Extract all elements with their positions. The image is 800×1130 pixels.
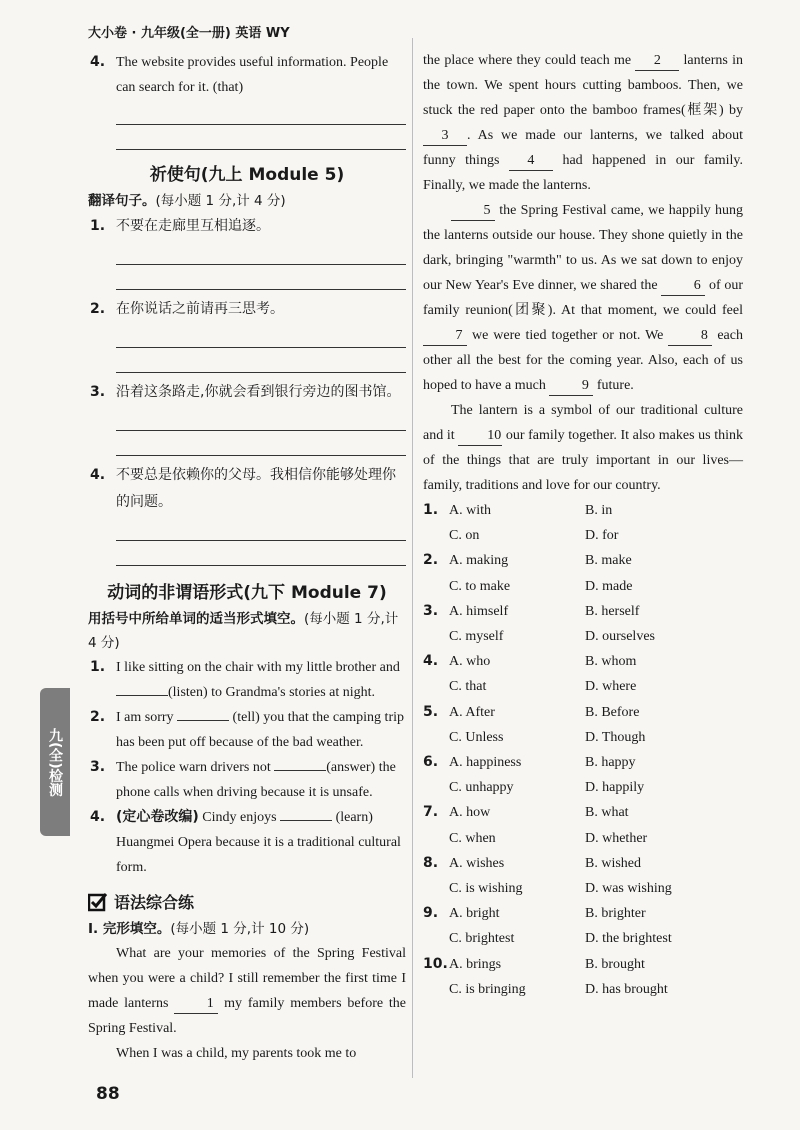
column-divider: [412, 38, 413, 1078]
option-number: 2.: [423, 552, 439, 569]
question-text: 不要总是依赖你的父母。我相信你能够处理你的问题。: [116, 467, 396, 510]
option-b[interactable]: B. herself: [585, 603, 640, 619]
side-tab: 九(全)检测: [40, 688, 70, 836]
page-number: 88: [96, 1084, 120, 1104]
question-text: The police warn drivers not: [116, 760, 271, 775]
option-c[interactable]: C. on: [449, 528, 480, 544]
question-number: 4.: [90, 467, 106, 483]
checkbox-check-icon: [88, 892, 108, 912]
answer-line[interactable]: [116, 431, 406, 456]
option-c[interactable]: C. when: [449, 830, 496, 846]
option-row: [423, 599, 743, 624]
question-text: I am sorry: [116, 710, 174, 725]
instruction-score: (每小题 1 分,计 4 分): [155, 193, 286, 209]
practice-title: [88, 890, 406, 913]
question-text: 在你说话之前请再三思考。: [116, 301, 284, 317]
section-title-imperative: 祈使句(九上 Module 5): [149, 165, 345, 185]
option-row: [423, 851, 743, 876]
option-row: [423, 901, 743, 926]
section-title-nonfinite: 动词的非谓语形式(九下 Module 7): [107, 583, 387, 603]
fill-blank[interactable]: [274, 770, 326, 771]
option-b[interactable]: B. happy: [585, 755, 636, 771]
options-list: [423, 498, 743, 1002]
option-row: [423, 548, 743, 573]
option-d[interactable]: D. Though: [585, 729, 646, 745]
option-c[interactable]: C. Unless: [449, 729, 504, 745]
question-text: 沿着这条路走,你就会看到银行旁边的图书馆。: [116, 384, 401, 400]
cloze-paragraph: [423, 48, 743, 198]
cloze-blank[interactable]: 6: [661, 277, 705, 296]
answer-line[interactable]: [116, 541, 406, 566]
passage-text: future.: [596, 378, 634, 393]
answer-line[interactable]: [116, 100, 406, 125]
option-a[interactable]: A. happiness: [449, 755, 522, 771]
option-d[interactable]: D. has brought: [585, 981, 668, 997]
question-number: 4.: [90, 809, 106, 825]
passage-text: . As we made our lanterns, we talked about funny things: [423, 128, 743, 168]
option-b[interactable]: B. what: [585, 805, 629, 821]
option-number-spacer: [423, 523, 447, 548]
option-row: [423, 926, 743, 951]
option-row: [423, 725, 743, 750]
cloze-blank[interactable]: 4: [509, 152, 553, 171]
option-number: 4.: [423, 653, 439, 670]
option-row: [423, 700, 743, 725]
fill-blank[interactable]: [280, 820, 332, 821]
translate-question-2: [88, 296, 406, 323]
option-row: [423, 624, 743, 649]
option-c[interactable]: C. myself: [449, 629, 504, 645]
option-d[interactable]: D. ourselves: [585, 629, 655, 645]
cloze-paragraph: [88, 1041, 406, 1066]
option-c[interactable]: C. brightest: [449, 931, 515, 947]
question-text: I like sitting on the chair with my little brother and: [116, 660, 400, 675]
option-b[interactable]: B. Before: [585, 704, 640, 720]
cloze-paragraph: [423, 398, 743, 498]
instruction-bold: 翻译句子。: [88, 193, 156, 209]
question-text: (answer) the phone calls when driving because it is unsafe.: [116, 760, 396, 800]
passage-text: the Spring Festival came, we happily hung the lanterns outside our house. They shone quietly in the dark, bringing "warmth" to us. As we sat down to enjoy our New Year's Eve dinner, we shared the: [423, 203, 744, 293]
passage-text: each other all the best for the coming year. Also, each of us hoped to have a much: [423, 328, 743, 393]
fill-question-4: [88, 805, 406, 880]
rewrite-question-4: [88, 50, 406, 100]
option-number-spacer: [423, 674, 447, 699]
translate-question-3: [88, 379, 406, 406]
option-number: 3.: [423, 602, 439, 619]
question-number: 1.: [90, 659, 106, 675]
answer-line[interactable]: [116, 240, 406, 265]
option-number-spacer: [423, 826, 447, 851]
option-c[interactable]: C. is wishing: [449, 881, 523, 897]
option-d[interactable]: D. the brightest: [585, 931, 672, 947]
option-b[interactable]: B. brighter: [585, 906, 646, 922]
option-number: 5.: [423, 703, 439, 720]
instruction-bold: Ⅰ. 完形填空。: [88, 921, 171, 937]
option-number: 1.: [423, 502, 439, 518]
question-number: 2.: [90, 709, 106, 725]
question-text: 不要在走廊里互相追逐。: [116, 218, 270, 234]
option-number-spacer: [423, 876, 447, 901]
cloze-blank[interactable]: 9: [549, 377, 593, 396]
cloze-paragraph: [423, 198, 743, 398]
option-d[interactable]: D. for: [585, 528, 619, 544]
option-d[interactable]: D. where: [585, 679, 637, 695]
fill-question-3: [88, 755, 406, 805]
translate-question-1: [88, 213, 406, 240]
option-d[interactable]: D. whether: [585, 830, 648, 846]
option-row: [423, 876, 743, 901]
option-b[interactable]: B. wished: [585, 855, 641, 871]
option-d[interactable]: D. made: [585, 578, 633, 594]
option-number: 6.: [423, 754, 439, 771]
option-a[interactable]: A. himself: [449, 603, 509, 619]
option-row: [423, 800, 743, 825]
option-b[interactable]: B. in: [585, 503, 613, 518]
passage-text: the place where they could teach me: [423, 53, 632, 68]
question-number: 1.: [90, 218, 106, 234]
passage-text: What are your memories of the Spring Festival when you were a child? I still remember the first time I made lanterns: [88, 946, 406, 1011]
option-a[interactable]: A. with: [449, 503, 491, 518]
right-column: [423, 48, 743, 1002]
answer-line[interactable]: [116, 406, 406, 431]
option-a[interactable]: A. bright: [449, 906, 500, 922]
option-c[interactable]: C. that: [449, 679, 487, 695]
section-instruction: [88, 189, 406, 213]
option-row: [423, 574, 743, 599]
source-tag: (定心卷改编): [116, 809, 199, 825]
cloze-blank[interactable]: 8: [668, 327, 712, 346]
option-row: [423, 826, 743, 851]
practice-title-text: 语法综合练: [114, 893, 195, 912]
question-number: 4.: [90, 54, 106, 70]
translate-question-4: [88, 462, 406, 516]
passage-text: we were tied together or not. We: [471, 328, 664, 343]
option-row: [423, 498, 743, 523]
option-number-spacer: [423, 775, 447, 800]
option-b[interactable]: B. whom: [585, 654, 637, 670]
cloze-blank[interactable]: 7: [423, 327, 467, 346]
option-row: [423, 952, 743, 977]
option-row: [423, 775, 743, 800]
option-a[interactable]: A. making: [449, 553, 509, 569]
option-number: 10.: [423, 955, 448, 972]
question-text: (tell) you that the camping trip has been put off because of the bad weather.: [116, 710, 404, 750]
passage-text: When I was a child, my parents took me to: [116, 1046, 357, 1061]
cloze-blank[interactable]: 3: [423, 127, 467, 146]
option-row: [423, 649, 743, 674]
option-number-spacer: [423, 624, 447, 649]
question-text: The website provides useful information. People can search for it. (that): [116, 55, 389, 95]
answer-line[interactable]: [116, 265, 406, 290]
answer-line[interactable]: [116, 348, 406, 373]
answer-line[interactable]: [116, 323, 406, 348]
instruction-bold: 用括号中所给单词的适当形式填空。: [88, 611, 304, 627]
option-b[interactable]: B. make: [585, 553, 632, 569]
passage-text: my family members before the Spring Festival.: [88, 996, 407, 1036]
option-number-spacer: [423, 926, 447, 951]
passage-text: The lantern is a symbol of our traditional culture and it: [423, 403, 743, 443]
option-number-spacer: [423, 977, 447, 1002]
option-row: [423, 523, 743, 548]
option-number-spacer: [423, 574, 447, 599]
question-number: 2.: [90, 301, 106, 317]
passage-text: lanterns in the town. We spent hours cutting bamboos. Then, we stuck the red paper onto the bamboo frames(框架) by: [423, 53, 743, 118]
option-a[interactable]: A. how: [449, 805, 491, 821]
option-b[interactable]: B. brought: [585, 956, 645, 972]
cloze-blank[interactable]: 2: [635, 52, 679, 71]
cloze-blank[interactable]: 5: [451, 202, 495, 221]
instruction-score: (每小题 1 分,计 10 分): [170, 921, 310, 937]
question-number: 3.: [90, 384, 106, 400]
cloze-blank[interactable]: 10: [458, 427, 502, 446]
cloze-instruction: [88, 917, 406, 941]
option-row: [423, 674, 743, 699]
left-column: [88, 50, 406, 1066]
option-d[interactable]: D. was wishing: [585, 881, 672, 897]
option-c[interactable]: C. is bringing: [449, 981, 526, 997]
option-number: 9.: [423, 905, 439, 922]
option-number: 8.: [423, 854, 439, 871]
option-a[interactable]: A. who: [449, 654, 491, 670]
question-number: 3.: [90, 759, 106, 775]
fill-blank[interactable]: [177, 720, 229, 721]
passage-text: of our family reunion(团聚). At that moment, we could feel: [423, 278, 743, 318]
answer-line[interactable]: [116, 516, 406, 541]
option-a[interactable]: A. After: [449, 704, 495, 720]
option-c[interactable]: C. to make: [449, 578, 511, 594]
passage-text: had happened in our family. Finally, we made the lanterns.: [423, 153, 744, 193]
option-a[interactable]: A. wishes: [449, 855, 505, 871]
answer-line[interactable]: [116, 125, 406, 150]
option-row: [423, 977, 743, 1002]
fill-blank[interactable]: [116, 695, 168, 696]
fill-question-1: [88, 655, 406, 705]
option-d[interactable]: D. happily: [585, 780, 645, 796]
option-number: 7.: [423, 804, 439, 821]
section-instruction: [88, 607, 406, 655]
option-c[interactable]: C. unhappy: [449, 780, 514, 796]
question-text: (learn) Huangmei Opera because it is a traditional cultural form.: [116, 810, 401, 875]
question-text: (listen) to Grandma's stories at night.: [168, 685, 376, 700]
option-a[interactable]: A. brings: [449, 956, 502, 972]
option-number-spacer: [423, 725, 447, 750]
cloze-blank[interactable]: 1: [174, 995, 218, 1014]
cloze-paragraph: [88, 941, 406, 1041]
option-row: [423, 750, 743, 775]
page-header: 大小卷 · 九年级(全一册) 英语 WY: [88, 26, 290, 41]
fill-question-2: [88, 705, 406, 755]
question-text: Cindy enjoys: [202, 810, 277, 825]
instruction-score: (每小题 1 分,计 4 分): [88, 611, 399, 651]
passage-text: our family together. It also makes us think of the things that are truly important in our lives—family, traditions and love for our country.: [423, 428, 743, 493]
